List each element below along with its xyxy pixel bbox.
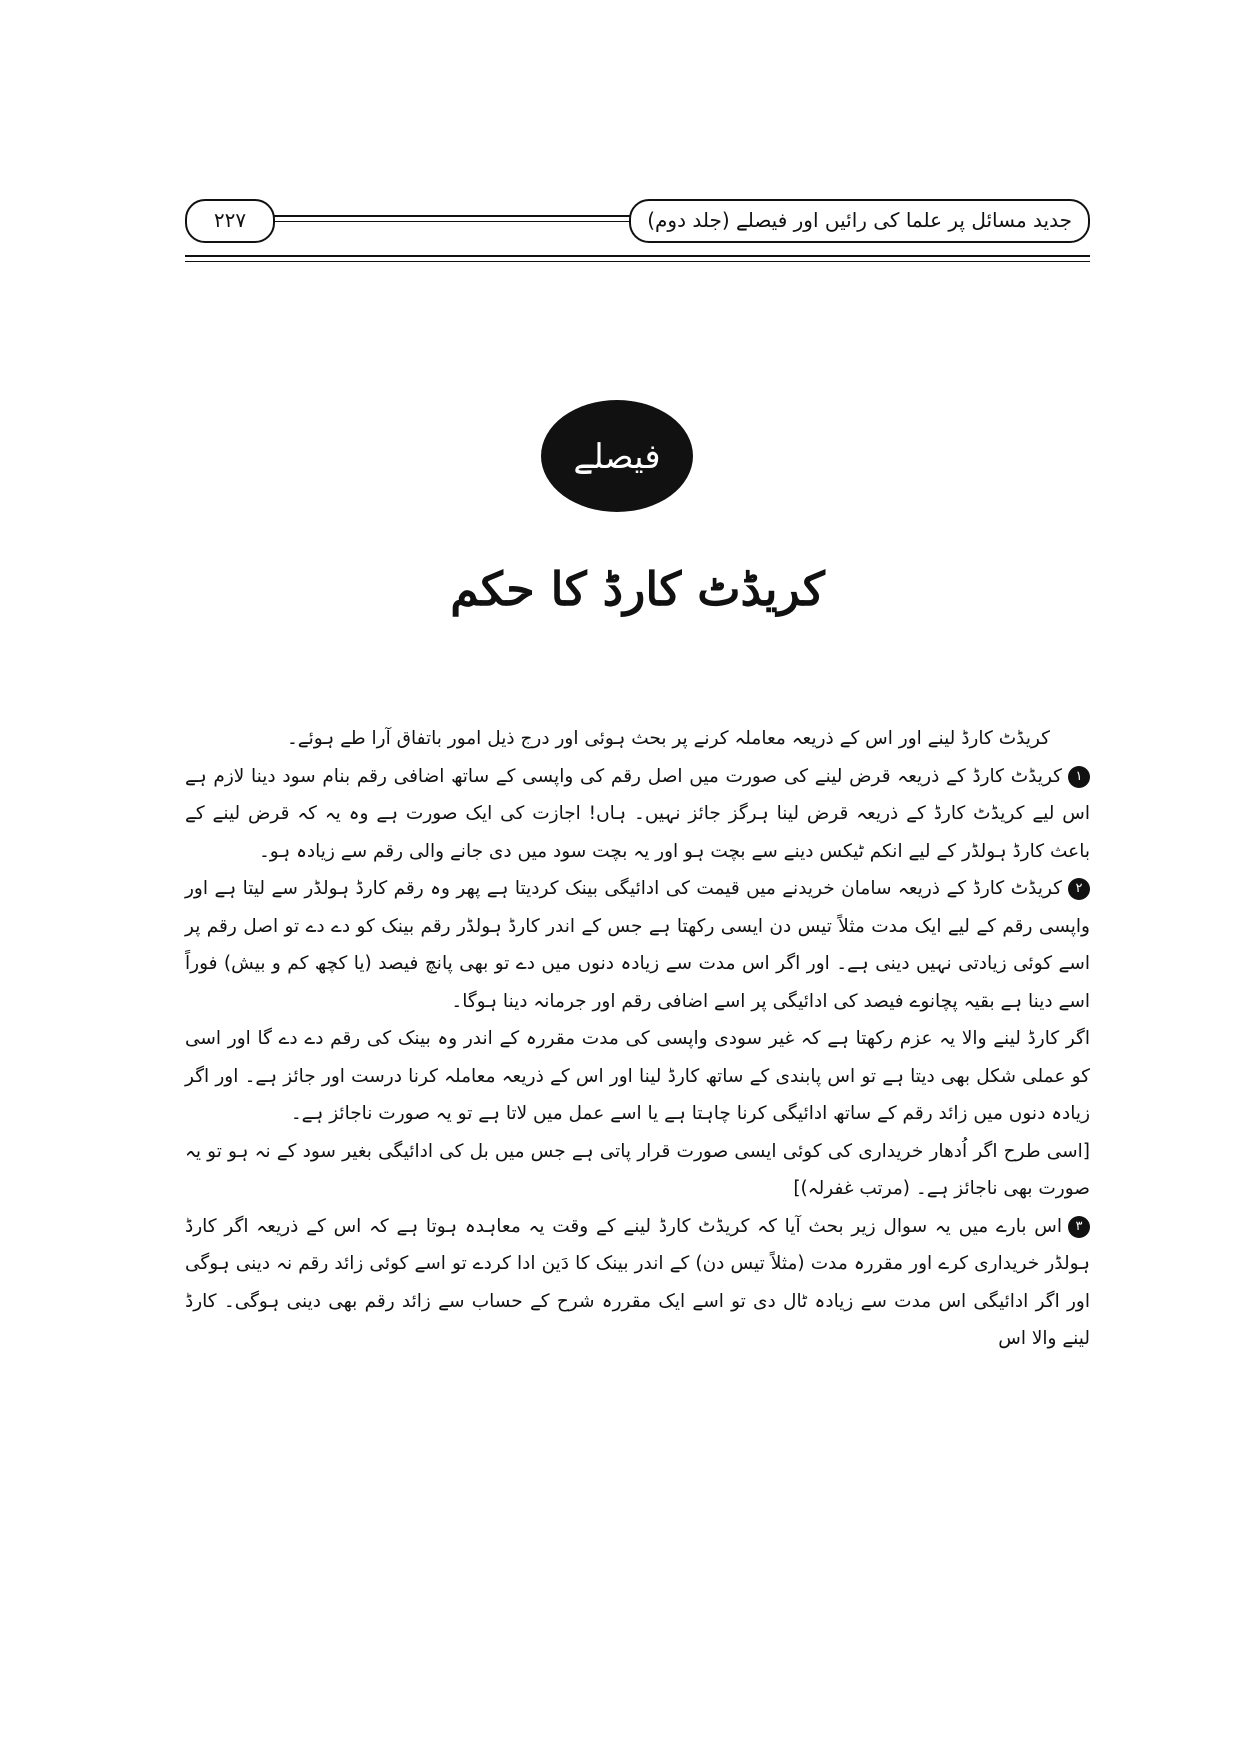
paragraph-2-text: کریڈٹ کارڈ کے ذریعہ سامان خریدنے میں قیمت کی ادائیگی بینک کردیتا ہے پھر وہ رقم کارڈ ہولڈر سے لیتا ہے اور واپسی رقم کے لیے ایک مدت مثلاً تیس دن ایسی رکھتا ہے جس کے اندر کارڈ ہولڈر رقم بینک کو دے دے تو اصل رقم پر اسے کوئی زیادتی نہیں دینی ہے۔ اور اگر اس مدت سے زیادہ دنوں میں دے تو بھی پانچ فیصد (یا کچھ کم و بیش) فوراً اسے دینا ہے بقیہ پچانوے فیصد کی ادائیگی پر اسے اضافی رقم اور جرمانہ دینا ہوگا۔ [185,878,1090,1012]
chapter-title: کریڈٹ کارڈ کا حکم [450,562,825,616]
paragraph-number-1: ۱ [1068,766,1090,788]
header-rule-bottom-thin [185,261,1090,262]
paragraph-number-3: ۳ [1068,1216,1090,1238]
header-rule-bottom [185,255,1090,257]
running-header [185,195,1090,285]
editor-note: [اسی طرح اگر اُدھار خریداری کی کوئی ایسی صورت قرار پاتی ہے جس میں بل کی ادائیگی بغیر سود کے نہ ہو تو یہ صورت بھی ناجائز ہے۔ (مرتب غفرلہ)] [185,1140,1090,1199]
section-emblem: فیصلے [541,400,693,512]
book-title: جدید مسائل پر علما کی رائیں اور فیصلے (جلد دوم) [629,199,1090,243]
paragraph-number-2: ۲ [1068,878,1090,900]
paragraph-1-text: کریڈٹ کارڈ کے ذریعہ قرض لینے کی صورت میں اصل رقم کی واپسی کے ساتھ اضافی رقم بنام سود دینا لازم ہے اس لیے کریڈٹ کارڈ کے ذریعہ قرض لینا ہرگز جائز نہیں۔ ہاں! اجازت کی ایک صورت ہے وہ یہ کہ قرض لینے کے باعث کارڈ ہولڈر کے لیے انکم ٹیکس دینے سے بچت ہو اور یہ بچت سود میں دی جانے والی رقم سے زیادہ ہو۔ [185,765,1090,862]
paragraph-2 [185,870,1090,1020]
page-number: ۲۲۷ [185,199,275,243]
paragraph-3 [185,1208,1090,1358]
paragraph-2-continued: اگر کارڈ لینے والا یہ عزم رکھتا ہے کہ غیر سودی واپسی کی مدت مقررہ کے اندر وہ بینک کی رقم دے دے گا اور اسی کو عملی شکل بھی دیتا ہے تو اس پابندی کے ساتھ کارڈ لینا اور اس کے ذریعہ معاملہ کرنا درست اور جائز ہے۔ اور اگر زیادہ دنوں میں زائد رقم کے ساتھ ادائیگی کرنا چاہتا ہے یا اسے عمل میں لاتا ہے تو یہ صورت ناجائز ہے۔ [185,1028,1090,1124]
intro-paragraph: کریڈٹ کارڈ لینے اور اس کے ذریعہ معاملہ کرنے پر بحث ہوئی اور درج ذیل امور باتفاق آرا طے ہوئے۔ [286,728,1050,749]
paragraph-3-text: اس بارے میں یہ سوال زیر بحث آیا کہ کریڈٹ کارڈ لینے کے وقت یہ معاہدہ ہوتا ہے کہ اس کے ذریعہ اگر کارڈ ہولڈر خریداری کرے اور مقررہ مدت (مثلاً تیس دن) کے اندر بینک کا دَین ادا کردے تو اسے کوئی زائد رقم نہ دینی ہوگی اور اگر ادائیگی اس مدت سے زیادہ ٹال دی تو اسے ایک مقررہ شرح کے حساب سے زائد رقم بھی دینی ہوگی۔ کارڈ لینے والا اس [185,1215,1090,1349]
page-body [185,720,1090,1358]
paragraph-1 [185,758,1090,871]
